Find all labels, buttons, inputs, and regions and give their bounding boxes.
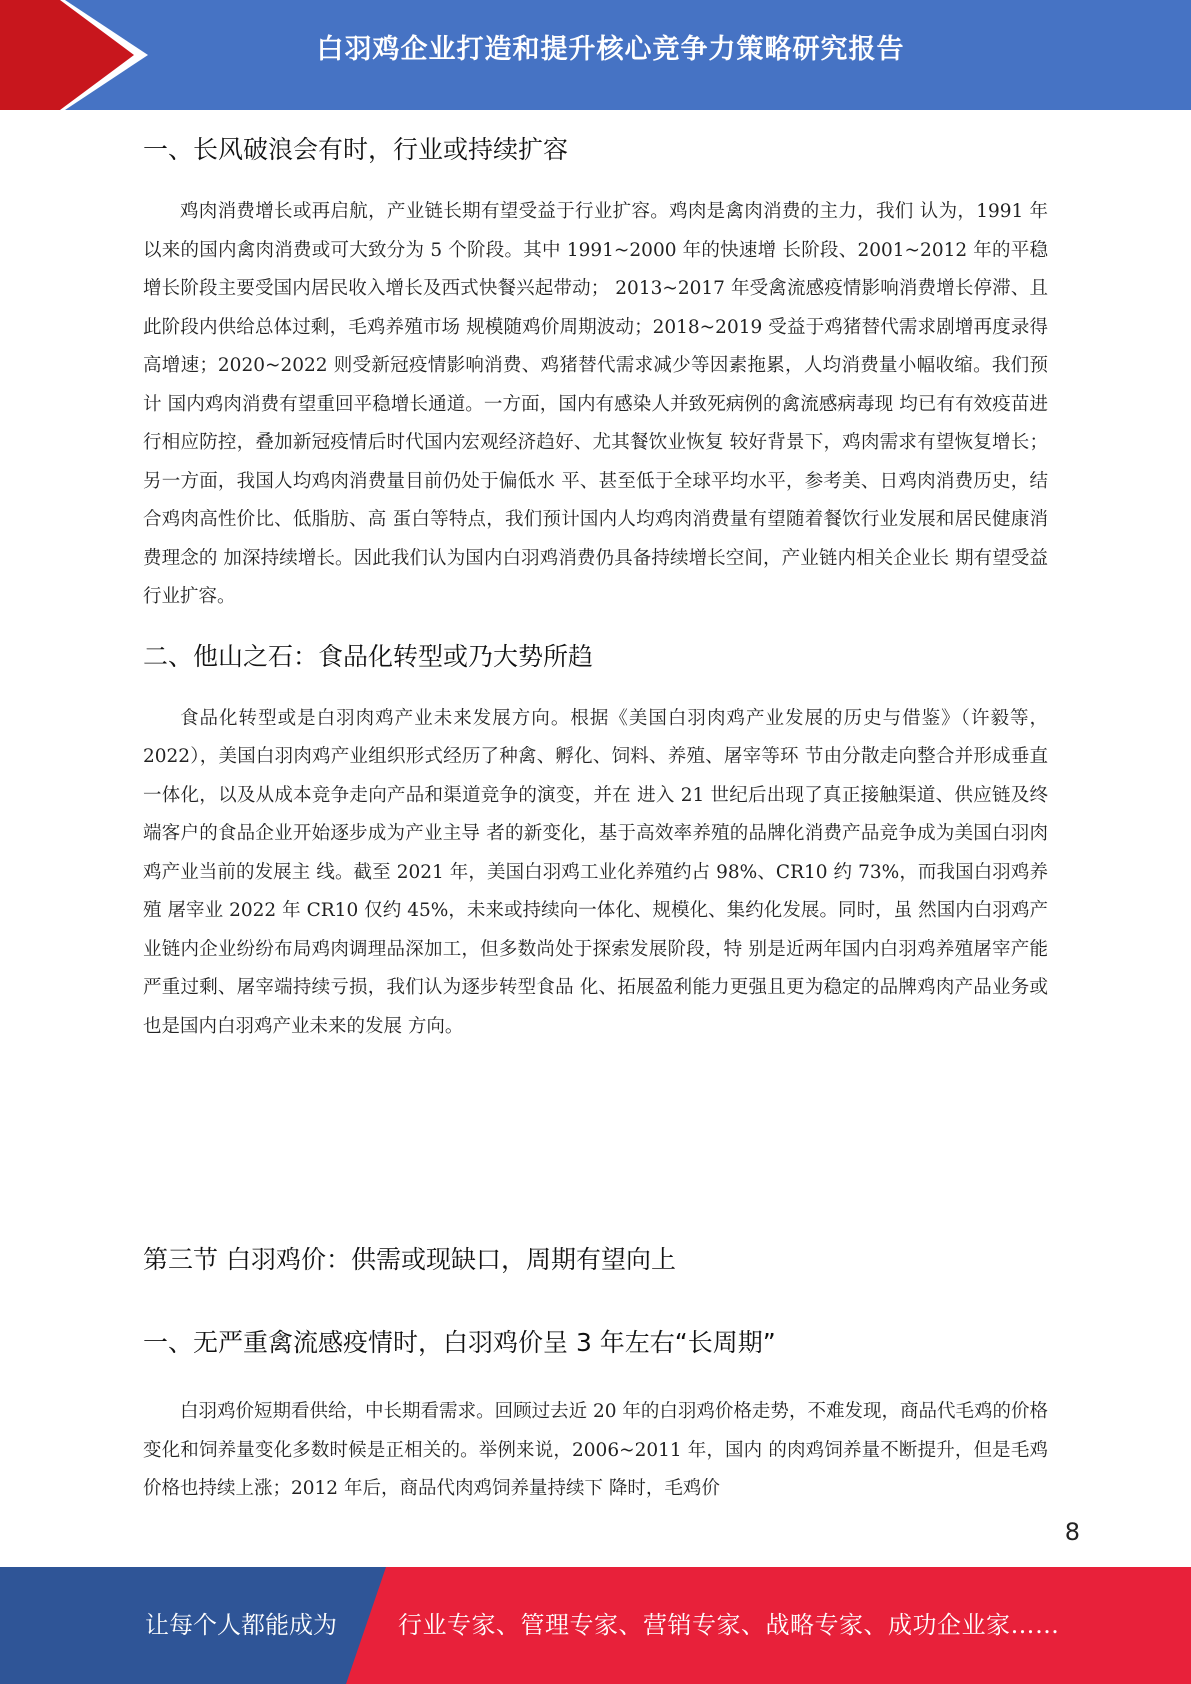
paragraph-price-cycle: 白羽鸡价短期看供给，中长期看需求。回顾过去近 20 年的白羽鸡价格走势，不难发现，商品代毛鸡的价格变化和饲养量变化多数时候是正相关的。举例来说，2006~2011 年，国内 的肉鸡饲养量不断提升，但是毛鸡价格也持续上涨；2012 年后，商品代肉鸡饲养量持续下 降时，毛鸡价 [143, 1401, 1048, 1499]
page-footer [0, 1567, 1191, 1684]
chapter-heading-chicken-price: 第三节 白羽鸡价：供需或现缺口，周期有望向上 [143, 1245, 676, 1274]
paragraph-food-transformation: 食品化转型或是白羽肉鸡产业未来发展方向。根据《美国白羽肉鸡产业发展的历史与借鉴》（许毅等，2022），美国白羽肉鸡产业组织形式经历了种禽、孵化、饲料、养殖、屠宰等环 节由分散走向整合并形成垂直一体化，以及从成本竞争走向产品和渠道竞争的演变，并在 进入 21 世纪后出现了真正接触渠道、供应链及终端客户的食品企业开始逐步成为产业主导 者的新变化，基于高效率养殖的品牌化消费产品竞争成为美国白羽肉鸡产业当前的发展主 线。截至 2021 年，美国白羽鸡工业化养殖约占 98%、CR10 约 73%，而我国白羽鸡养殖 屠宰业 2022 年 CR10 仅约 45%，未来或持续向一体化、规模化、集约化发展。同时，虽 然国内白羽鸡产业链内企业纷纷布局鸡肉调理品深加工，但多数尚处于探索发展阶段，特 别是近两年国内白羽鸡养殖屠宰产能严重过剩、屠宰端持续亏损，我们认为逐步转型食品 化、拓展盈利能力更强且更为稳定的品牌鸡肉产品业务或也是国内白羽鸡产业未来的发展 方向。 [143, 707, 1048, 1037]
document-body [143, 125, 1048, 1499]
section-heading-food-transformation: 二、他山之石：食品化转型或乃大势所趋 [143, 641, 594, 671]
section-heading-industry-expansion: 一、长风破浪会有时，行业或持续扩容 [143, 135, 569, 164]
report-title: 白羽鸡企业打造和提升核心竞争力策略研究报告 [316, 34, 905, 65]
page-header [0, 0, 1191, 110]
paragraph-consumption-growth: 鸡肉消费增长或再启航，产业链长期有望受益于行业扩容。鸡肉是禽肉消费的主力，我们 认为，1991 年以来的国内禽肉消费或可大致分为 5 个阶段。其中 1991~2000 年的快速增 长阶段、2001~2012 年的平稳增长阶段主要受国内居民收入增长及西式快餐兴起带动； 2013~2017 年受禽流感疫情影响消费增长停滞、且此阶段内供给总体过剩，毛鸡养殖市场 规模随鸡价周期波动；2018~2019 受益于鸡猪替代需求剧增再度录得高增速；2020~2022 则受新冠疫情影响消费、鸡猪替代需求减少等因素拖累，人均消费量小幅收缩。我们预计 国内鸡肉消费有望重回平稳增长通道。一方面，国内有感染人并致死病例的禽流感病毒现 均已有有效疫苗进行相应防控，叠加新冠疫情后时代国内宏观经济趋好、尤其餐饮业恢复 较好背景下，鸡肉需求有望恢复增长；另一方面，我国人均鸡肉消费量目前仍处于偏低水 平、甚至低于全球平均水平，参考美、日鸡肉消费历史，结合鸡肉高性价比、低脂肪、高 蛋白等特点，我们预计国内人均鸡肉消费量有望随着餐饮行业发展和居民健康消费理念的 加深持续增长。因此我们认为国内白羽鸡消费仍具备持续增长空间，产业链内相关企业长 期有望受益行业扩容。 [143, 201, 1048, 607]
section-heading-price-cycle: 一、无严重禽流感疫情时，白羽鸡价呈 3 年左右“长周期” [143, 1328, 776, 1357]
page-number: 8 [1064, 1518, 1080, 1546]
footer-slogan-right: 行业专家、管理专家、营销专家、战略专家、成功企业家…… [398, 1611, 1060, 1639]
footer-slogan-left: 让每个人都能成为 [145, 1611, 337, 1639]
